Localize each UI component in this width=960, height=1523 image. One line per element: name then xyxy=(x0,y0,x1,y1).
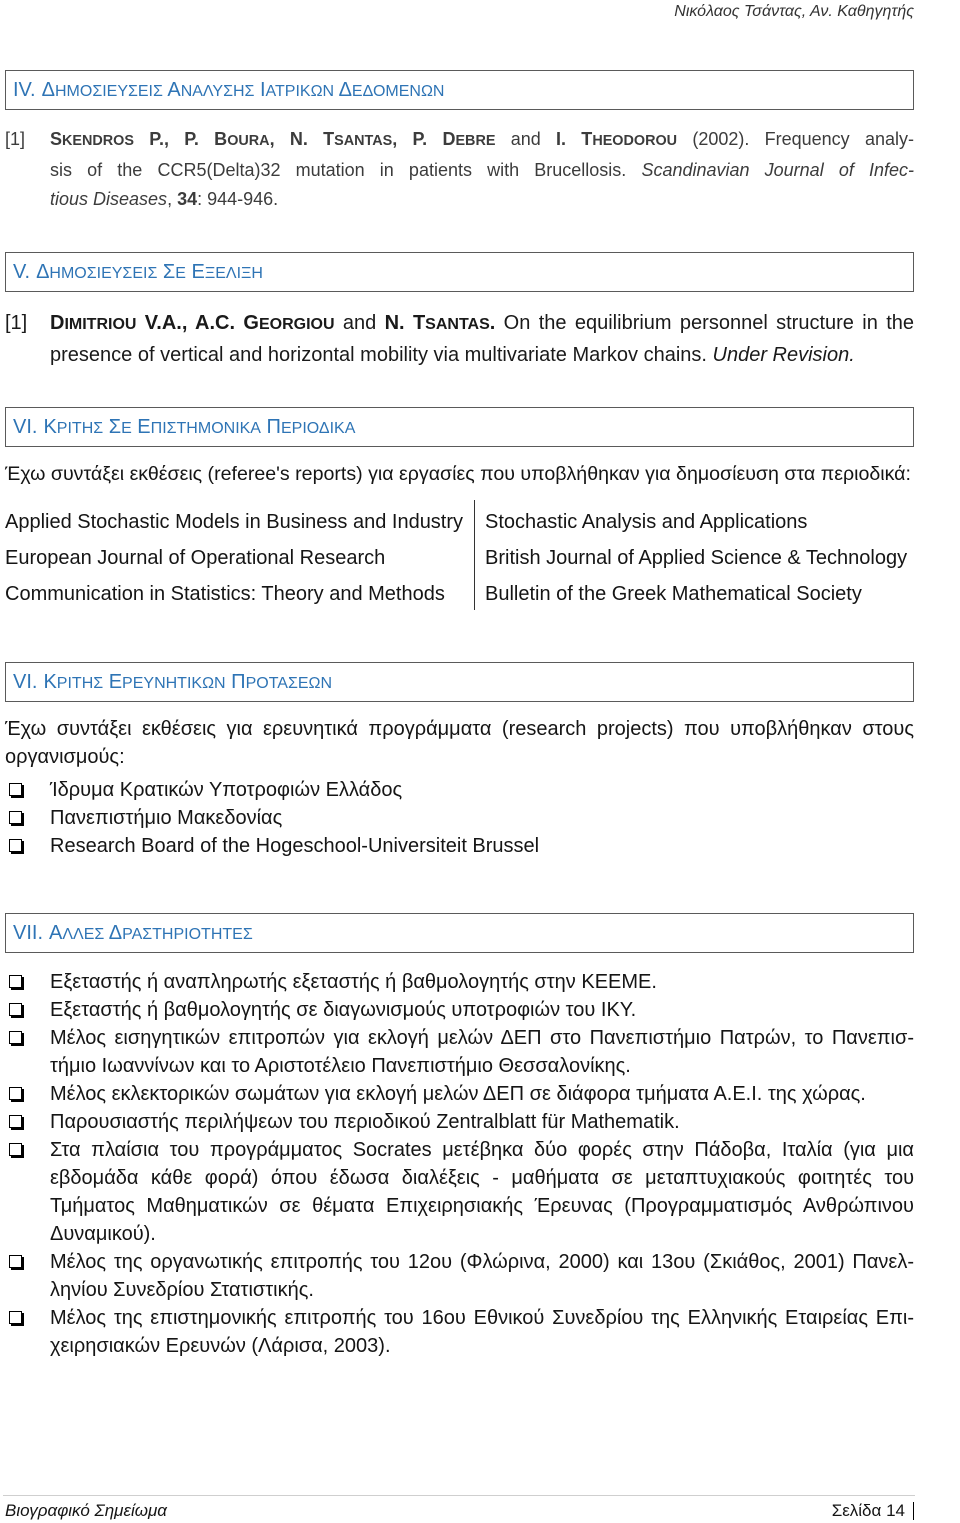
section-number: VI. xyxy=(13,670,38,693)
small-caps-run: OURA xyxy=(227,133,270,149)
list-item xyxy=(5,804,914,832)
small-caps-run: ΡΙΤΗΣ xyxy=(56,674,104,692)
section-heading-vi-journals xyxy=(5,407,914,447)
small-caps-run: Ε xyxy=(121,419,132,437)
text-line xyxy=(50,1276,914,1304)
section-title: ΔΗΜΟΣΙΕΥΣΕΙΣ ΣΕ ΕΞΕΛΙΞΗ xyxy=(36,260,263,283)
list-item xyxy=(5,1108,914,1136)
text-run: SKENDROS P., P. BOURA, N. TSANTAS, P. DEBRE xyxy=(50,129,496,149)
reference-label: [1] xyxy=(5,312,28,334)
organization-list xyxy=(5,776,914,860)
reference-entry xyxy=(50,308,914,370)
text-run: ληνίου Συνεδρίου Στατιστικής. xyxy=(50,1279,314,1301)
activity-text xyxy=(50,1136,914,1248)
small-caps-run: ΠΙΣΤΗΜΟΝΙΚΑ xyxy=(150,419,261,437)
text-line xyxy=(50,996,914,1024)
section-number: IV. xyxy=(13,78,36,101)
small-caps-run: ΗΜΟΣΙΕΥΣΕΙΣ xyxy=(54,82,163,100)
small-caps-run: HEODOROU xyxy=(592,133,678,149)
small-caps-run: ΡΕΥΝΗΤΙΚΩΝ xyxy=(122,674,226,692)
small-caps-run: ΝΑΛΥΣΗΣ xyxy=(180,82,255,100)
text-run: Δυναμικού). xyxy=(50,1223,156,1245)
journal-name: Bulletin of the Greek Mathematical Society xyxy=(485,583,862,605)
text-line xyxy=(50,1248,914,1276)
text-line xyxy=(50,1192,914,1220)
small-caps-run: ΗΜΟΣΙΕΥΣΕΙΣ xyxy=(49,264,158,282)
list-item xyxy=(5,1248,914,1304)
journal-name: European Journal of Operational Research xyxy=(5,547,386,569)
text-line xyxy=(50,1108,914,1136)
checkbox-bullet-icon xyxy=(9,811,22,824)
column-divider xyxy=(474,500,475,610)
reference-entry xyxy=(50,125,914,214)
small-caps-run: ΞΕΛΙΞΗ xyxy=(204,264,263,282)
checkbox-bullet-icon xyxy=(9,1003,22,1016)
list-item xyxy=(5,996,914,1024)
text-line xyxy=(50,1080,914,1108)
text-run: N. TSANTAS. xyxy=(384,312,496,334)
section-number: VI. xyxy=(13,415,38,438)
page-number: 14 xyxy=(886,1501,905,1520)
small-caps-run: ΡΑΣΤΗΡΙΟΤΗΤΕΣ xyxy=(122,925,253,943)
checkbox-bullet-icon xyxy=(9,975,22,988)
text-run: and xyxy=(495,129,557,149)
text-run: χειρησιακών Ερευνών (Λάρισα, 2003). xyxy=(50,1335,391,1357)
list-item xyxy=(5,1136,914,1248)
activity-text xyxy=(50,1080,914,1108)
text-run: , xyxy=(167,189,178,209)
text-run: I. THEODOROU xyxy=(556,129,678,149)
text-run: On the equilibrium personnel structure in the xyxy=(495,312,914,334)
section-title: ΑΛΛΕΣ ΔΡΑΣΤΗΡΙΟΤΗΤΕΣ xyxy=(49,921,253,944)
activity-text xyxy=(50,1304,914,1360)
organization-name: Research Board of the Hogeschool-Universiteit Brussel xyxy=(50,835,540,857)
text-run: Παρουσιαστής περιλήψεων του περιοδικού Zentralblatt für Mathematik. xyxy=(50,1111,680,1133)
journal-column-right xyxy=(485,504,907,612)
text-run: Έχω συντάξει εκθέσεις για ερευνητικά προγράμματα (research projects) που υποβλήθηκαν στους xyxy=(5,718,914,740)
list-item xyxy=(5,1080,914,1108)
section-heading-iv xyxy=(5,70,914,110)
journal-name: British Journal of Applied Science & Technology xyxy=(485,547,908,569)
activities-list xyxy=(5,968,914,1360)
small-caps-run: ΑΤΡΙΚΩΝ xyxy=(265,82,335,100)
text-line xyxy=(50,1332,914,1360)
text-run: DIMITRIOU V.A., A.C. GEORGIOU xyxy=(50,312,335,334)
reference-label: [1] xyxy=(5,129,26,149)
text-run: and xyxy=(334,312,385,334)
checkbox-bullet-icon xyxy=(9,1087,22,1100)
checkbox-bullet-icon xyxy=(9,1311,22,1324)
section-heading-v xyxy=(5,252,914,292)
checkbox-bullet-icon xyxy=(9,1031,22,1044)
list-item xyxy=(5,1304,914,1360)
small-caps-run: Ε xyxy=(175,264,186,282)
list-item xyxy=(5,832,914,860)
checkbox-bullet-icon xyxy=(9,839,22,852)
small-caps-run: ΕΔΟΜΕΝΩΝ xyxy=(351,82,445,100)
list-item xyxy=(5,968,914,996)
small-caps-run: IMITRIOU xyxy=(64,316,137,333)
running-header: Νικόλαος Τσάντας, Αν. Καθηγητής xyxy=(674,3,914,20)
text-line xyxy=(50,1052,914,1080)
section-title: ΚΡΙΤΗΣ ΕΡΕΥΝΗΤΙΚΩΝ ΠΡΟΤΑΣΕΩΝ xyxy=(43,670,333,693)
text-line xyxy=(50,1136,914,1164)
activity-text xyxy=(50,996,914,1024)
small-caps-run: EBRE xyxy=(455,133,496,149)
journal-column-left xyxy=(5,504,463,612)
journal-name: Applied Stochastic Models in Business and Industry xyxy=(5,511,464,533)
small-caps-run: EORGIOU xyxy=(258,316,335,333)
section-heading-vii xyxy=(5,913,914,953)
journal-name: Communication in Statistics: Theory and Methods xyxy=(5,583,445,605)
text-line xyxy=(50,308,914,340)
list-item xyxy=(5,1024,914,1080)
text-run: εβδομάδα κάθε φορά) όπου έδωσα διαλέξεις - μαθήματα σε μεταπτυχιακούς φοιτητές του xyxy=(50,1167,914,1189)
text-run: Scandinavian Journal of Infec- xyxy=(641,160,914,180)
text-run: : 944-946. xyxy=(197,189,279,209)
checkbox-bullet-icon xyxy=(9,783,22,796)
text-run: Εξεταστής ή αναπληρωτής εξεταστής ή βαθμολογητής στην ΚΕΕΜΕ. xyxy=(50,971,657,993)
checkbox-bullet-icon xyxy=(9,1255,22,1268)
activity-text xyxy=(50,1108,914,1136)
section-heading-vi-projects xyxy=(5,662,914,702)
text-line xyxy=(50,1304,914,1332)
text-run: οργανισμούς: xyxy=(5,746,125,768)
text-run: 34 xyxy=(177,189,198,209)
text-line xyxy=(50,1220,914,1248)
text-run: Τμήματος Μαθηματικών σε θέματα Επιχειρησιακής Έρευνας (Προγραμματισμός Ανθρώπινου xyxy=(50,1195,914,1217)
text-line xyxy=(50,1164,914,1192)
section-number: V. xyxy=(13,260,31,283)
text-line xyxy=(5,743,914,771)
text-run: Εξεταστής ή βαθμολογητής σε διαγωνισμούς υποτροφιών του ΙΚΥ. xyxy=(50,999,637,1021)
referee-intro: Έχω συντάξει εκθέσεις (referee's reports) για εργασίες που υποβλήθηκαν για δημοσίευση στα περιοδικά: xyxy=(5,463,911,485)
text-line xyxy=(50,156,914,185)
text-line xyxy=(50,185,914,214)
section-title: ΚΡΙΤΗΣ ΣΕ ΕΠΙΣΤΗΜΟΝΙΚΑ ΠΕΡΙΟΔΙΚΑ xyxy=(43,415,356,438)
text-run: Μέλος εκλεκτορικών σωμάτων για εκλογή μελών ΔΕΠ σε διάφορα τμήματα Α.Ε.Ι. της χώρας. xyxy=(50,1083,866,1105)
small-caps-run: ΕΡΙΟΔΙΚΑ xyxy=(280,419,356,437)
text-run: Μέλος εισηγητικών επιτροπών για εκλογή μελών ΔΕΠ στο Πανεπιστήμιο Πατρών, το Πανεπισ- xyxy=(50,1027,914,1049)
page-label: Σελίδα xyxy=(831,1501,882,1520)
text-run: tious Diseases xyxy=(50,189,168,209)
checkbox-bullet-icon xyxy=(9,1115,22,1128)
text-line xyxy=(50,125,914,156)
text-run: sis of the CCR5(Delta)32 mutation in patients with Brucellosis. xyxy=(50,160,642,180)
text-run: Under Revision. xyxy=(712,344,855,366)
small-caps-run: SANTAS xyxy=(425,316,490,333)
small-caps-run: KENDROS xyxy=(62,133,134,149)
text-run: Μέλος της οργανωτικής επιτροπής του 12ου (Φλώρινα, 2000) και 13ου (Σκιάθος, 2001) Πανελ- xyxy=(50,1251,914,1273)
text-line xyxy=(5,715,914,743)
footer-divider xyxy=(3,1495,915,1496)
text-run: presence of vertical and horizontal mobility via multivariate Markov chains. xyxy=(50,344,713,366)
small-caps-run: ΡΙΤΗΣ xyxy=(56,419,104,437)
activity-text xyxy=(50,968,914,996)
section-number: VII. xyxy=(13,921,44,944)
text-run: τήμιο Ιωαννίνων και το Αριστοτέλειο Πανεπιστήμιο Θεσσαλονίκης. xyxy=(50,1055,631,1077)
journal-name: Stochastic Analysis and Applications xyxy=(485,511,808,533)
footer-document-title: Βιογραφικό Σημείωμα xyxy=(5,1501,167,1520)
text-line xyxy=(50,968,914,996)
footer-page-indicator xyxy=(832,1501,914,1521)
small-caps-run: ΛΛΕΣ xyxy=(62,925,105,943)
checkbox-bullet-icon xyxy=(9,1143,22,1156)
text-line xyxy=(50,340,914,370)
list-item xyxy=(5,776,914,804)
projects-intro xyxy=(5,715,914,771)
text-line xyxy=(50,1024,914,1052)
text-run: Στα πλαίσια του προγράμματος Socrates μετέβηκα δύο φορές στην Πάδοβα, Ιταλία (για μια xyxy=(50,1139,914,1161)
organization-name: Ίδρυμα Κρατικών Υποτροφιών Ελλάδος xyxy=(50,779,403,801)
small-caps-run: SANTAS xyxy=(334,133,393,149)
organization-name: Πανεπιστήμιο Μακεδονίας xyxy=(50,807,283,829)
small-caps-run: ΡΟΤΑΣΕΩΝ xyxy=(245,674,333,692)
activity-text xyxy=(50,1248,914,1304)
section-title: ΔΗΜΟΣΙΕΥΣΕΙΣ ΑΝΑΛΥΣΗΣ ΙΑΤΡΙΚΩΝ ΔΕΔΟΜΕΝΩΝ xyxy=(41,78,445,101)
footer-separator-bar xyxy=(913,1502,914,1520)
text-run: (2002). Frequency analy- xyxy=(677,129,914,149)
activity-text xyxy=(50,1024,914,1080)
text-run: Μέλος της επιστημονικής επιτροπής του 16ου Εθνικού Συνεδρίου της Ελληνικής Εταιρείας Επι- xyxy=(50,1307,914,1329)
